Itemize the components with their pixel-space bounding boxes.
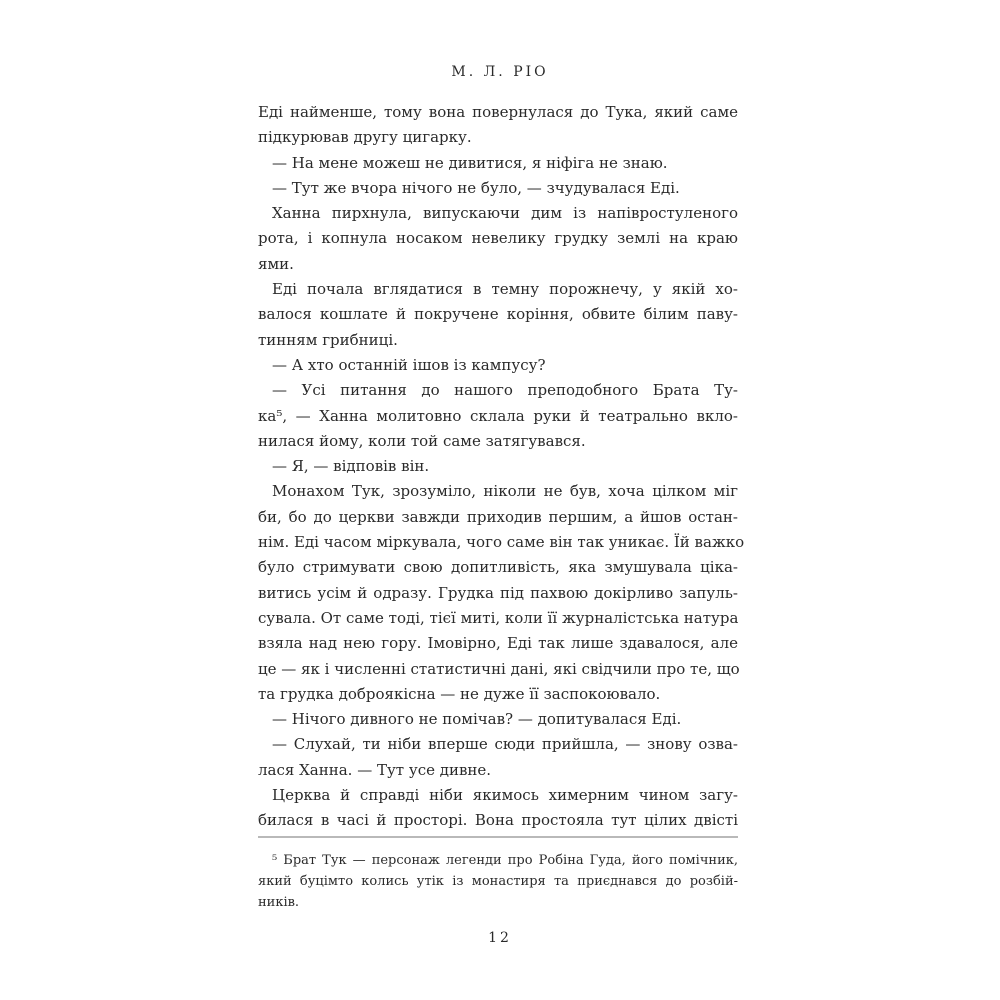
running-head: М. Л. РІО (451, 64, 549, 80)
footnote-divider (258, 836, 738, 838)
text-line: — Усі питання до нашого преподобного Брата Ту- (272, 381, 738, 400)
text-line: Ханна пирхнула, випускаючи дим із напівростуленого (272, 204, 738, 223)
text-line: підкурював другу цигарку. (258, 128, 472, 147)
text-line: лася Ханна. — Тут усе дивне. (258, 760, 492, 779)
text-line: — Нічого дивного не помічав? — допитувалася Еді. (272, 710, 682, 729)
text-line: — На мене можеш не дивитися, я ніфіга не знаю. (272, 153, 668, 172)
text-line: сувала. От саме тоді, тієї миті, коли її журналістська натура (258, 608, 739, 627)
text-line: Монахом Тук, зрозуміло, ніколи не був, хоча цілком міг (272, 482, 738, 501)
text-line: — Слухай, ти ніби вперше сюди прийшла, — знову озва- (272, 735, 738, 754)
text-line: рота, і копнула носаком невелику грудку землі на краю (258, 229, 738, 248)
text-line: та грудка доброякісна — не дуже її заспокоювало. (258, 684, 661, 703)
text-line: билася в часі й просторі. Вона простояла тут цілих двісті (258, 811, 738, 830)
text-line: нім. Еді часом міркувала, чого саме він так уникає. Їй важко (258, 533, 745, 552)
text-line: витись усім й одразу. Грудка під пахвою докірливо запуль- (258, 583, 738, 602)
text-line: було стримувати свою допитливість, яка змушувала ціка- (258, 558, 738, 577)
text-line: би, бо до церкви завжди приходив першим, а йшов остан- (258, 507, 738, 526)
text-line: тинням грибниці. (258, 330, 398, 349)
text-line: ями. (258, 254, 294, 273)
text-line: нилася йому, коли той саме затягувався. (258, 431, 586, 450)
text-line: Еді почала вглядатися в темну порожнечу, у якій хо- (272, 280, 738, 299)
text-line: Еді найменше, тому вона повернулася до Тука, який саме (258, 103, 738, 121)
footnote-line: ⁵ Брат Тук — персонаж легенди про Робіна Гуда, його помічник, (272, 853, 738, 868)
text-line: ка⁵, — Ханна молитовно склала руки й театрально вкло- (258, 406, 738, 425)
page-number: 12 (488, 930, 512, 946)
text-line: — Тут же вчора нічого не було, — зчудувалася Еді. (272, 178, 680, 197)
text-line: — Я, — відповів він. (272, 457, 430, 476)
footnote-line: який буцімто колись утік із монастиря та приєднався до розбій- (258, 874, 738, 889)
footnote (258, 850, 738, 913)
text-line: взяла над нею гору. Імовірно, Еді так лише здавалося, але (258, 634, 738, 653)
body-text (258, 100, 745, 834)
text-line: валося кошлате й покручене коріння, обвите білим паву- (258, 305, 738, 324)
text-line: — А хто останній ішов із кампусу? (272, 355, 546, 374)
text-line: Церква й справді ніби якимось химерним чином загу- (272, 786, 738, 805)
footnote-line: ників. (258, 895, 300, 910)
text-line: це — як і численні статистичні дані, які свідчили про те, що (258, 659, 740, 678)
